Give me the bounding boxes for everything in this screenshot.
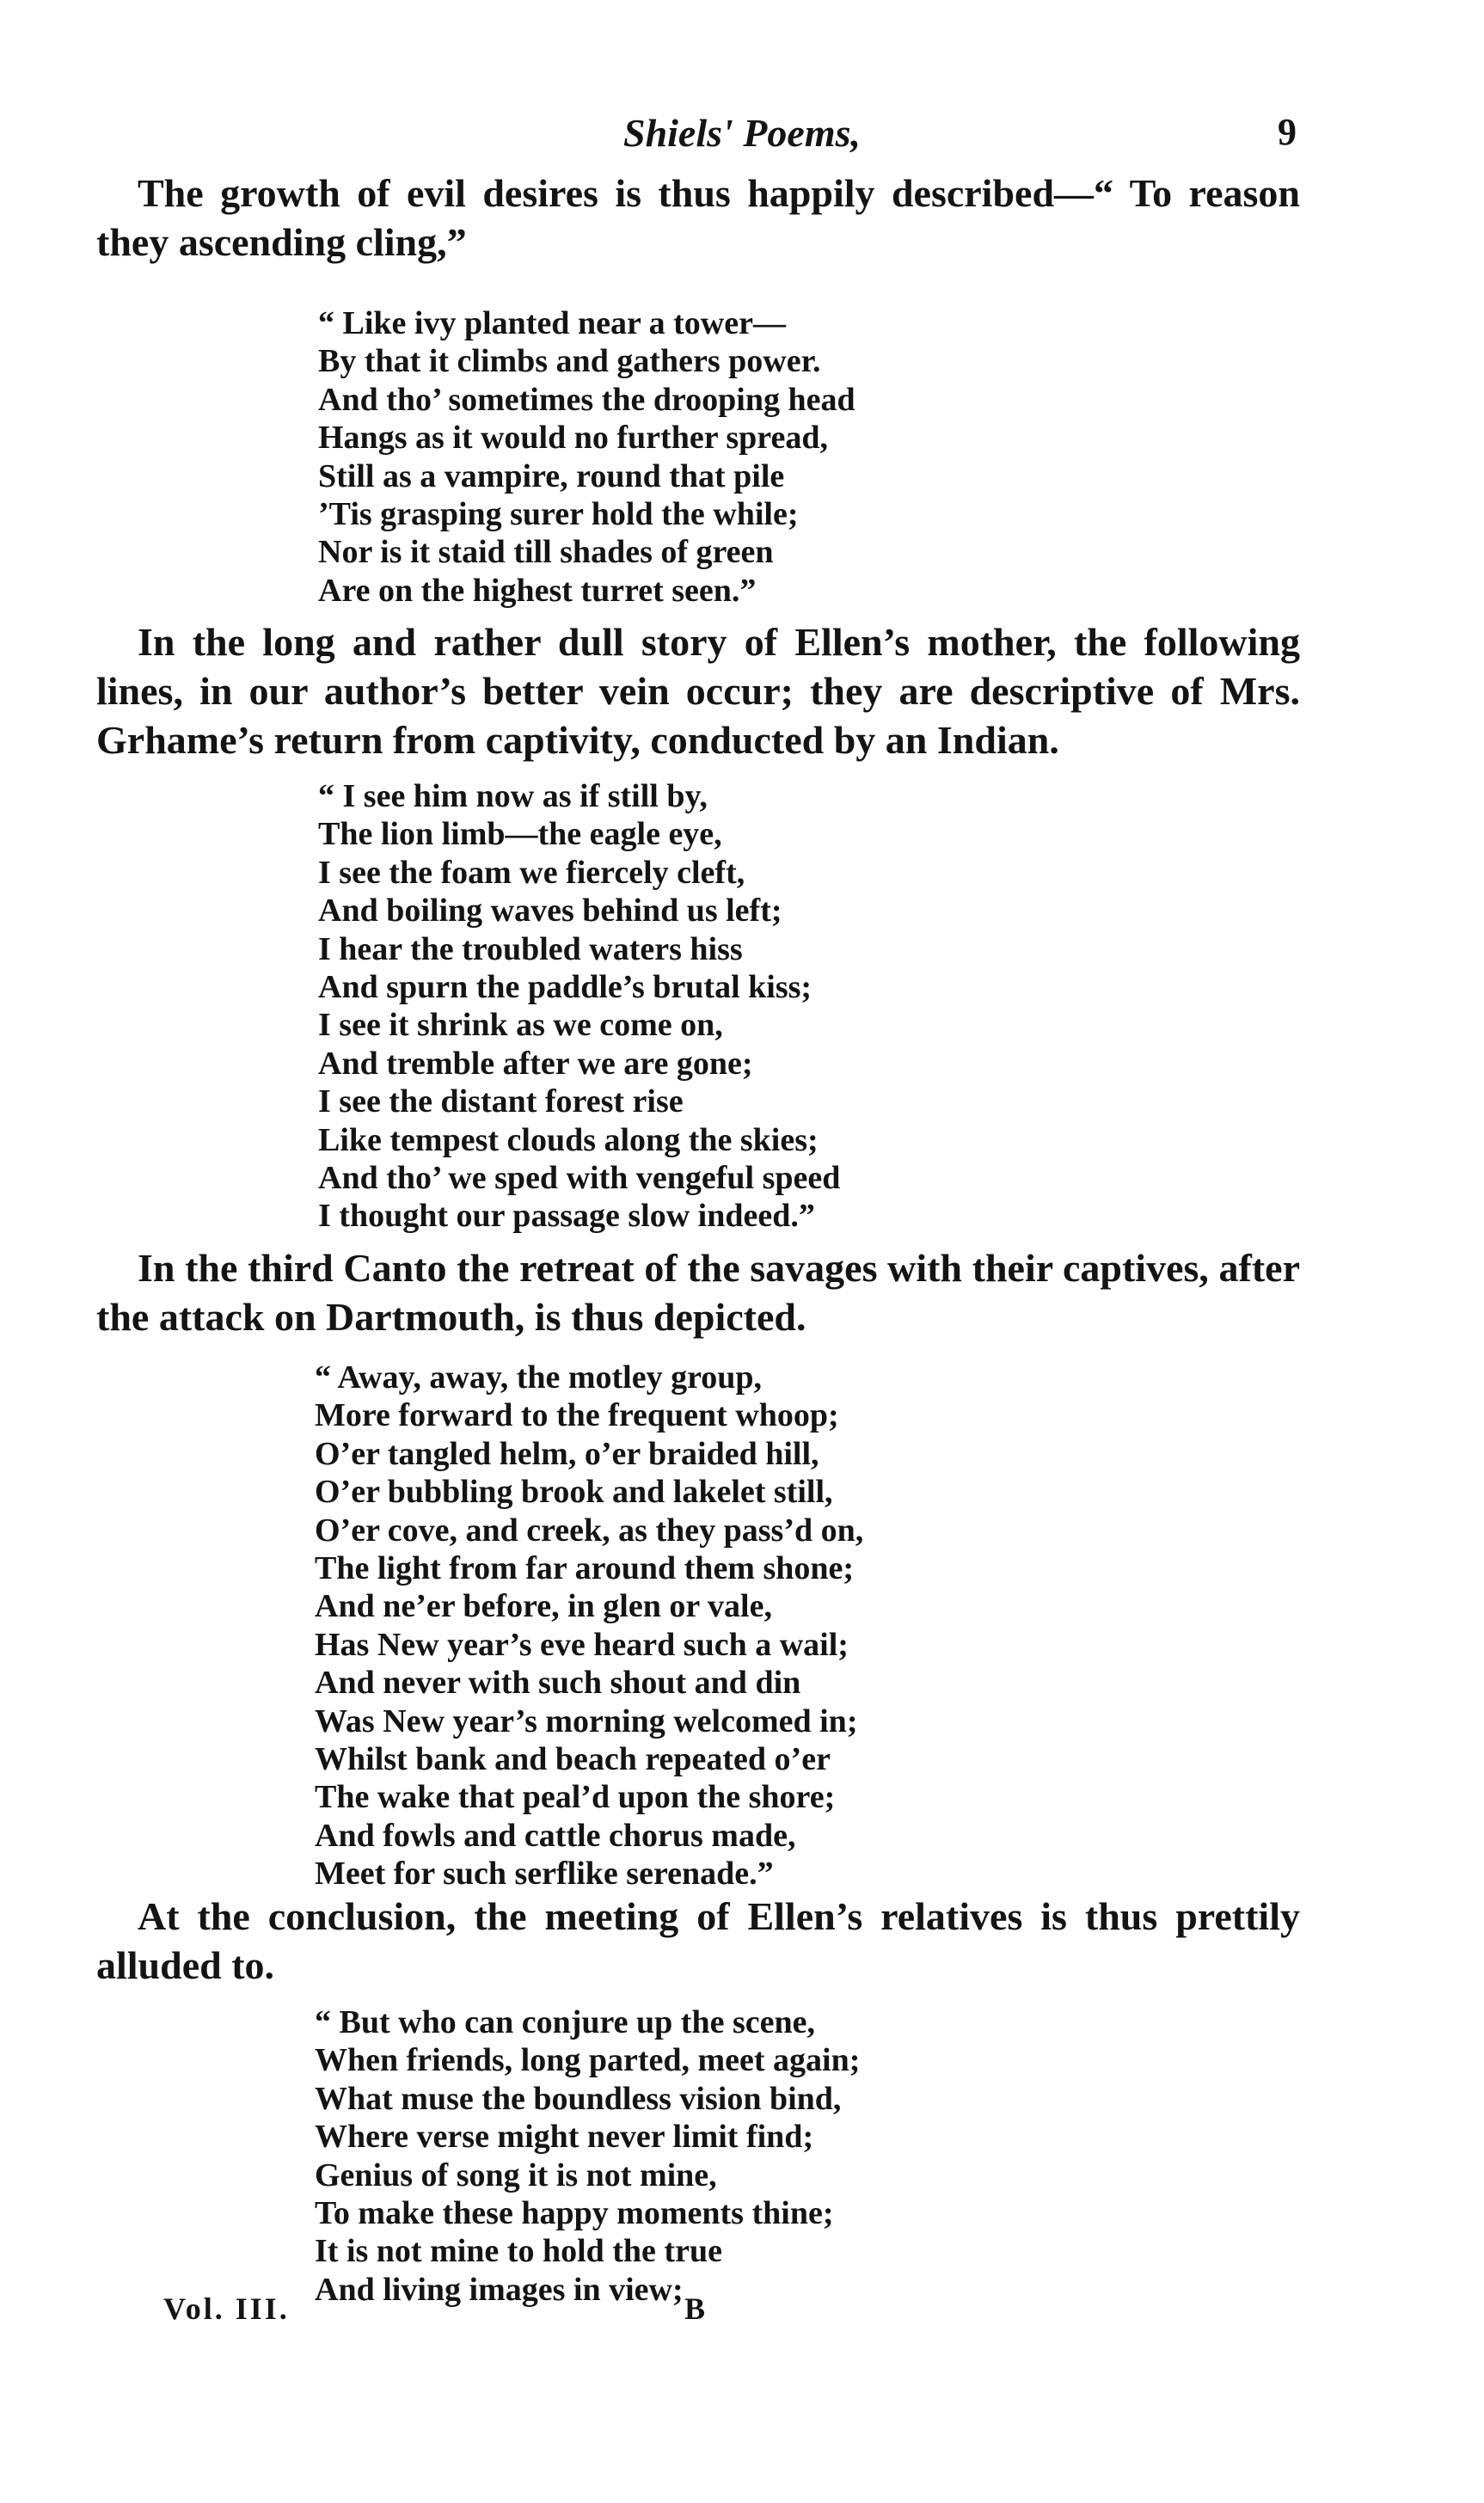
verse-line: And boiling waves behind us left; <box>318 893 782 929</box>
verse-block-2 <box>318 777 840 1236</box>
verse-line: I see the distant forest rise <box>318 1083 684 1120</box>
verse-line: “ Away, away, the motley group, <box>315 1359 763 1396</box>
verse-line: And tho’ sometimes the drooping head <box>318 381 855 418</box>
verse-line: Was New year’s morning welcomed in; <box>315 1702 858 1739</box>
verse-line: And ne’er before, in glen or vale, <box>315 1588 772 1625</box>
verse-block-1 <box>318 304 855 610</box>
verse-line: “ Like ivy planted near a tower— <box>318 305 786 341</box>
verse-block-4 <box>315 2003 860 2309</box>
verse-line: Whilst bank and beach repeated o’er <box>315 1741 831 1778</box>
verse-line: And spurn the paddle’s brutal kiss; <box>318 969 813 1006</box>
verse-line: Hangs as it would no further spread, <box>318 420 828 457</box>
verse-line: I thought our passage slow indeed.” <box>318 1198 815 1235</box>
verse-line: O’er bubbling brook and lakelet still, <box>315 1474 833 1511</box>
verse-line: Like tempest clouds along the skies; <box>318 1121 819 1158</box>
verse-line: And fowls and cattle chorus made, <box>315 1817 796 1854</box>
verse-line: The wake that peal’d upon the shore; <box>315 1779 836 1816</box>
verse-line: And tremble after we are gone; <box>318 1045 753 1082</box>
verse-line: I see the foam we fiercely cleft, <box>318 854 745 891</box>
paragraph-4 <box>96 1892 1300 1990</box>
paragraph-text: In the third Canto the retreat of the savages with their captives, after the attack on Dartmouth, is thus depicted. <box>96 1246 1300 1339</box>
paragraph-text: At the conclusion, the meeting of Ellen’s relatives is thus prettily alluded to. <box>96 1894 1300 1987</box>
paragraph-text: The growth of evil desires is thus happily described—“ To reason they ascending cling,” <box>96 171 1300 264</box>
verse-line: “ But who can conjure up the scene, <box>315 2004 815 2040</box>
verse-line: What muse the boundless vision bind, <box>315 2080 842 2117</box>
verse-line: To make these happy moments thine; <box>315 2195 834 2232</box>
paragraph-text: In the long and rather dull story of Ellen’s mother, the following lines, in our author’s better vein occur; they are descriptive of Mrs. Grhame’s return from captivity, conducted by an Indian. <box>96 620 1300 762</box>
verse-line: Has New year’s eve heard such a wail; <box>315 1626 849 1663</box>
verse-line: By that it climbs and gathers power. <box>318 343 821 380</box>
verse-line: O’er tangled helm, o’er braided hill, <box>315 1435 819 1472</box>
verse-line: I see it shrink as we come on, <box>318 1007 723 1044</box>
page-number: 9 <box>1278 111 1297 153</box>
verse-line: And tho’ we sped with vengeful speed <box>318 1160 841 1197</box>
verse-line: Where verse might never limit find; <box>315 2119 814 2156</box>
signature-mark: B <box>684 2291 706 2326</box>
verse-line: The lion limb—the eagle eye, <box>318 816 722 853</box>
verse-line: The light from far around them shone; <box>315 1550 855 1587</box>
verse-line: Nor is it staid till shades of green <box>318 534 774 571</box>
verse-line: Still as a vampire, round that pile <box>318 457 785 494</box>
verse-line: “ I see him now as if still by, <box>318 778 708 814</box>
verse-block-3 <box>315 1359 863 1893</box>
verse-line: Meet for such serflike serenade.” <box>315 1856 774 1893</box>
volume-footer: Vol. III. <box>163 2291 290 2326</box>
verse-line: O’er cove, and creek, as they pass’d on, <box>315 1512 864 1549</box>
running-title: Shiels' Poems, <box>622 111 862 155</box>
verse-line: Genius of song it is not mine, <box>315 2156 717 2193</box>
verse-line: I hear the troubled waters hiss <box>318 930 743 967</box>
paragraph-3 <box>96 1243 1300 1341</box>
running-head <box>0 110 1484 162</box>
verse-line: Are on the highest turret seen.” <box>318 572 757 609</box>
verse-line: When friends, long parted, meet again; <box>315 2042 861 2079</box>
verse-line: And living images in view; <box>315 2271 684 2308</box>
verse-line: ’Tis grasping surer hold the while; <box>318 496 799 533</box>
paragraph-1 <box>96 169 1300 267</box>
verse-line: It is not mine to hold the true <box>315 2233 722 2270</box>
verse-line: More forward to the frequent whoop; <box>315 1397 839 1434</box>
paragraph-2 <box>96 617 1300 764</box>
verse-line: And never with such shout and din <box>315 1665 801 1702</box>
